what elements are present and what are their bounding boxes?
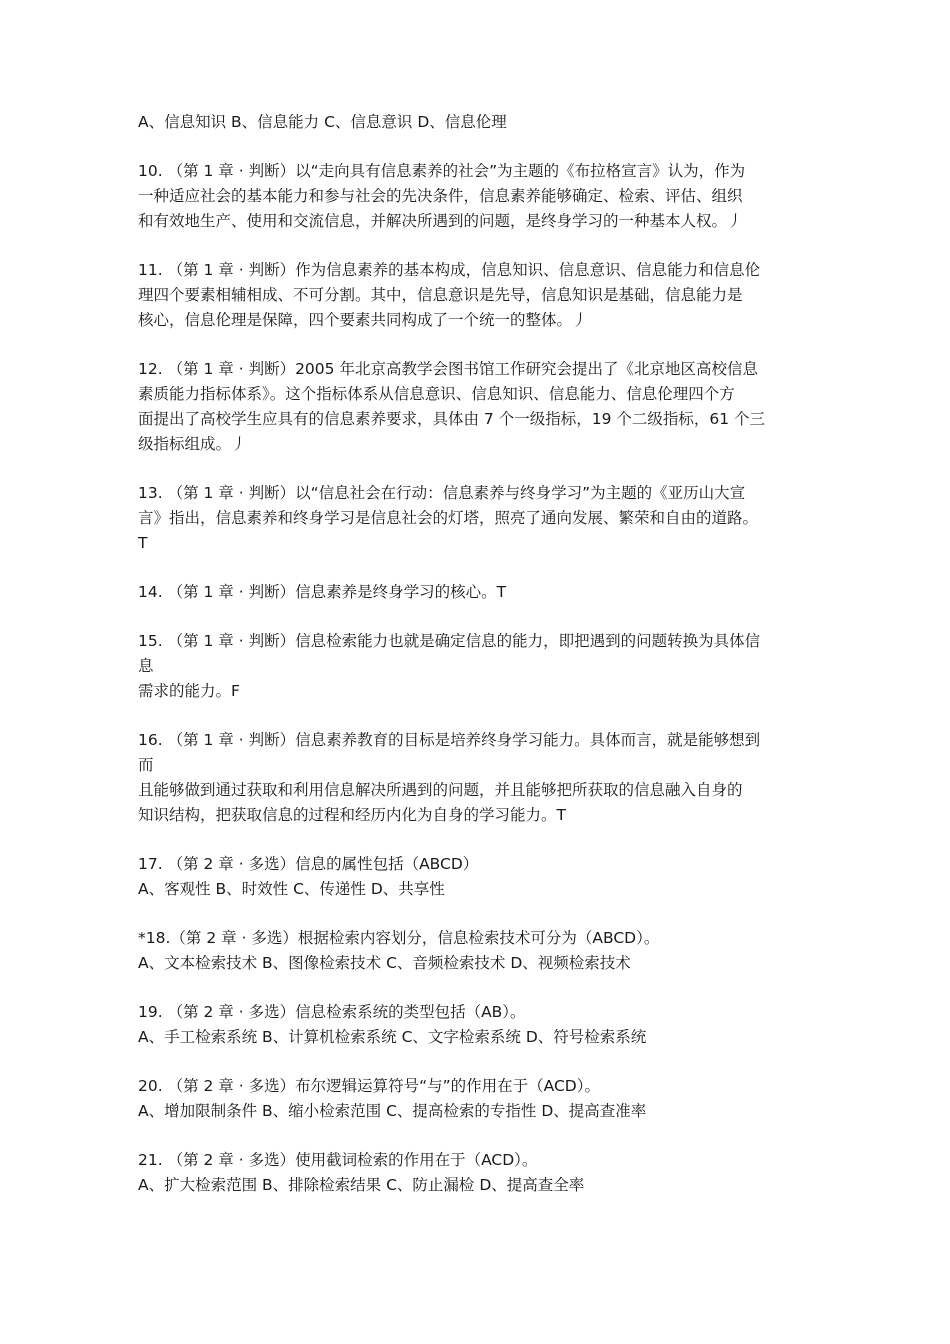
text-line: 面提出了高校学生应具有的信息素养要求，具体由 7 个一级指标，19 个二级指标，61 个三 xyxy=(138,410,766,428)
text-line: 13. （第 1 章 · 判断）以“信息社会在行动：信息素养与终身学习”为主题的《亚历山大宣 xyxy=(138,484,746,502)
text-line: *18.（第 2 章 · 多选）根据检索内容划分，信息检索技术可分为（ABCD）。 xyxy=(138,929,660,947)
text-line: A、客观性 B、时效性 C、传递性 D、共享性 xyxy=(138,880,445,898)
text-line: 16. （第 1 章 · 判断）信息素养教育的目标是培养终身学习能力。具体而言，就是能够想到 xyxy=(138,731,761,749)
text-line: 19. （第 2 章 · 多选）信息检索系统的类型包括（AB）。 xyxy=(138,1003,526,1021)
text-line: 12. （第 1 章 · 判断）2005 年北京高教学会图书馆工作研究会提出了《北京地区高校信息 xyxy=(138,360,758,378)
question-block xyxy=(138,357,828,457)
text-line: 言》指出，信息素养和终身学习是信息社会的灯塔，照亮了通向发展、繁荣和自由的道路。 xyxy=(138,509,759,527)
text-line: 核心，信息伦理是保障，四个要素共同构成了一个统一的整体。丿 xyxy=(138,311,588,329)
text-line: 素质能力指标体系》。这个指标体系从信息意识、信息知识、信息能力、信息伦理四个方 xyxy=(138,385,735,403)
text-line: T xyxy=(138,534,148,552)
text-line: 理四个要素相辅相成、不可分割。其中，信息意识是先导，信息知识是基础，信息能力是 xyxy=(138,286,743,304)
question-block xyxy=(138,926,828,976)
question-block xyxy=(138,580,828,605)
question-block xyxy=(138,110,828,135)
text-line: 一种适应社会的基本能力和参与社会的先决条件，信息素养能够确定、检索、评估、组织 xyxy=(138,187,743,205)
text-line: 14. （第 1 章 · 判断）信息素养是终身学习的核心。T xyxy=(138,583,507,601)
text-line: A、增加限制条件 B、缩小检索范围 C、提高检索的专指性 D、提高查准率 xyxy=(138,1102,647,1120)
question-block xyxy=(138,1000,828,1050)
question-block xyxy=(138,728,828,828)
text-line: A、扩大检索范围 B、排除检索结果 C、防止漏检 D、提高查全率 xyxy=(138,1176,585,1194)
question-list xyxy=(138,110,828,1222)
question-block xyxy=(138,481,828,556)
text-line: 17. （第 2 章 · 多选）信息的属性包括（ABCD） xyxy=(138,855,479,873)
text-line: 而 xyxy=(138,756,154,774)
question-block xyxy=(138,1148,828,1198)
text-line: 和有效地生产、使用和交流信息，并解决所遇到的问题，是终身学习的一种基本人权。丿 xyxy=(138,212,743,230)
question-block xyxy=(138,258,828,333)
text-line: A、文本检索技术 B、图像检索技术 C、音频检索技术 D、视频检索技术 xyxy=(138,954,631,972)
text-line: 20. （第 2 章 · 多选）布尔逻辑运算符号“与”的作用在于（ACD）。 xyxy=(138,1077,600,1095)
text-line: 15. （第 1 章 · 判断）信息检索能力也就是确定信息的能力，即把遇到的问题转换为具体信 xyxy=(138,632,761,650)
text-line: 且能够做到通过获取和利用信息解决所遇到的问题，并且能够把所获取的信息融入自身的 xyxy=(138,781,743,799)
question-block xyxy=(138,159,828,234)
question-block xyxy=(138,1074,828,1124)
text-line: A、手工检索系统 B、计算机检索系统 C、文字检索系统 D、符号检索系统 xyxy=(138,1028,647,1046)
text-line: 息 xyxy=(138,657,154,675)
text-line: 需求的能力。F xyxy=(138,682,240,700)
text-line: 级指标组成。丿 xyxy=(138,435,247,453)
text-line: 10. （第 1 章 · 判断）以“走向具有信息素养的社会”为主题的《布拉格宣言》认为，作为 xyxy=(138,162,746,180)
text-line: 知识结构，把获取信息的过程和经历内化为自身的学习能力。T xyxy=(138,806,566,824)
text-line: 21. （第 2 章 · 多选）使用截词检索的作用在于（ACD）。 xyxy=(138,1151,538,1169)
question-block xyxy=(138,629,828,704)
question-block xyxy=(138,852,828,902)
text-line: A、信息知识 B、信息能力 C、信息意识 D、信息伦理 xyxy=(138,113,507,131)
text-line: 11. （第 1 章 · 判断）作为信息素养的基本构成，信息知识、信息意识、信息能力和信息伦 xyxy=(138,261,761,279)
